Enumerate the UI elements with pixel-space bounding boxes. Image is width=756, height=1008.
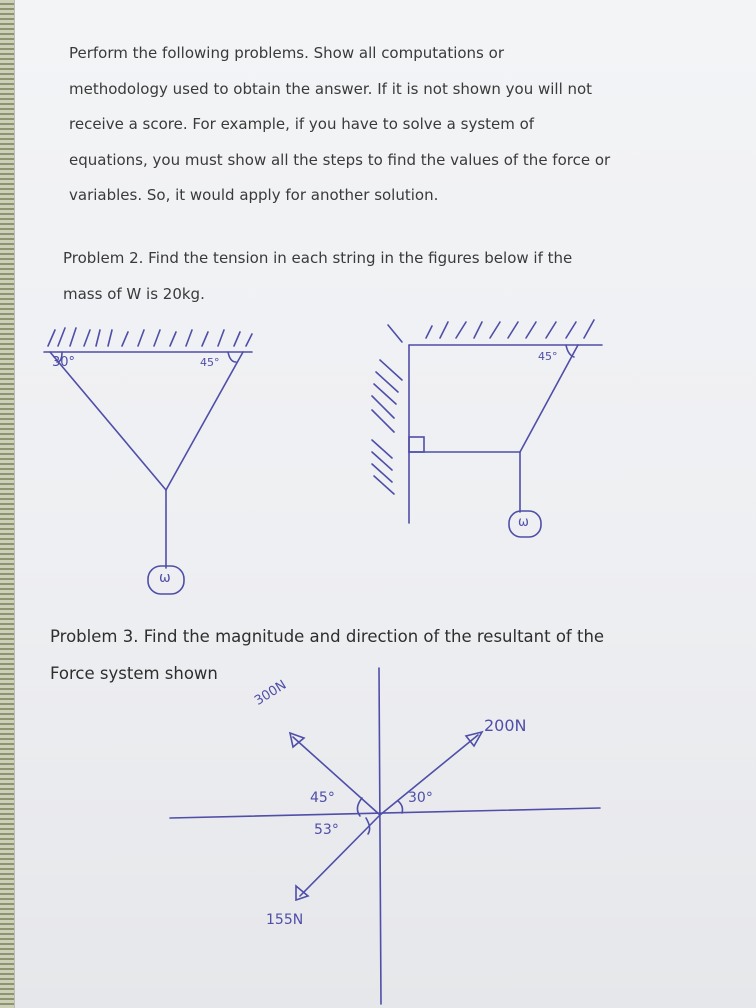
problem-2-line: mass of W is 20kg. [63,285,205,303]
axis-vertical [379,668,381,1004]
instructions-line: equations, you must show all the steps to find the values of the force or [69,150,611,169]
problem-2-line: Problem 2. Find the tension in each string in the figures below if the [63,249,573,267]
force-300n-line [293,737,380,815]
force-155n-line [300,815,380,896]
problem-3-line: Force system shown [50,664,218,683]
left-string-b [166,352,243,490]
instructions-line: variables. So, it would apply for another solution. [69,186,439,204]
label-angle-45-left: 45° [200,356,220,369]
left-ceiling-hatching [48,328,252,346]
instructions-line: receive a score. For example, if you have to solve a system of [69,115,535,133]
axis-horizontal [170,808,600,818]
label-angle-45: 45° [310,790,335,806]
angle-arc-30-p3 [398,801,403,813]
label-weight-left: ω [159,570,171,586]
right-ceiling-hatching [426,320,594,338]
label-angle-45-right: 45° [538,350,558,363]
right-wall-hatching [372,325,402,494]
label-weight-right: ω [518,515,529,530]
label-angle-53: 53° [314,822,339,838]
angle-arc-53-p3 [366,818,370,834]
instructions-line: Perform the following problems. Show all computations or [69,44,504,62]
angle-arc-45-left [228,352,236,362]
label-force-155n: 155N [266,912,304,928]
label-force-200n: 200N [484,716,527,735]
instructions-line: methodology used to obtain the answer. If it is not shown you will not [69,79,593,98]
label-force-300n: 300N [252,677,290,709]
problem-3-line: Problem 3. Find the magnitude and direction of the resultant of the [50,627,605,646]
problem-3-statement [50,618,700,692]
label-angle-30: 30° [52,355,76,370]
label-angle-30: 30° [408,790,433,806]
right-angle-marker [409,437,424,452]
left-string-a [50,352,166,490]
